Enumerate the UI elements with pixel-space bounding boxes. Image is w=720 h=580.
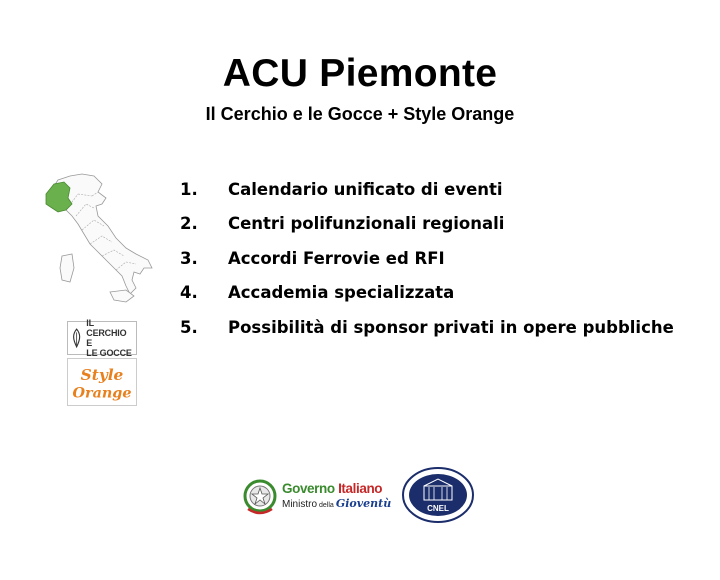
cnel-seal-icon [401, 466, 475, 524]
cnel-label: CNEL [427, 504, 449, 513]
leaf-drops-icon [71, 325, 82, 351]
svg-text:Style: Style [80, 366, 124, 385]
italy-map-icon [36, 164, 158, 314]
list-item: 2. Centri polifunzionali regionali [180, 214, 505, 234]
slide-subtitle: Il Cerchio e le Gocce + Style Orange [205, 104, 515, 124]
cerchio-gocce-logo: IL CERCHIO E LE GOCCE [67, 321, 137, 355]
governo-italiano-logo: Governo Italiano Ministro della Gioventù [242, 476, 392, 518]
list-item: 1. Calendario unificato di eventi [180, 179, 503, 199]
piemonte-region [46, 182, 72, 212]
style-orange-logo [67, 358, 137, 406]
list-item: 4. Accademia specializzata [180, 283, 455, 303]
list-item: 3. Accordi Ferrovie ed RFI [180, 248, 445, 268]
svg-text:Orange: Orange [72, 385, 132, 402]
points-list [180, 172, 674, 345]
slide-title: ACU Piemonte [222, 52, 498, 95]
list-item: 5. Possibilità di sponsor privati in opere pubbliche [180, 317, 674, 337]
italian-emblem-icon [242, 477, 278, 517]
sardinia-shape [60, 254, 74, 282]
